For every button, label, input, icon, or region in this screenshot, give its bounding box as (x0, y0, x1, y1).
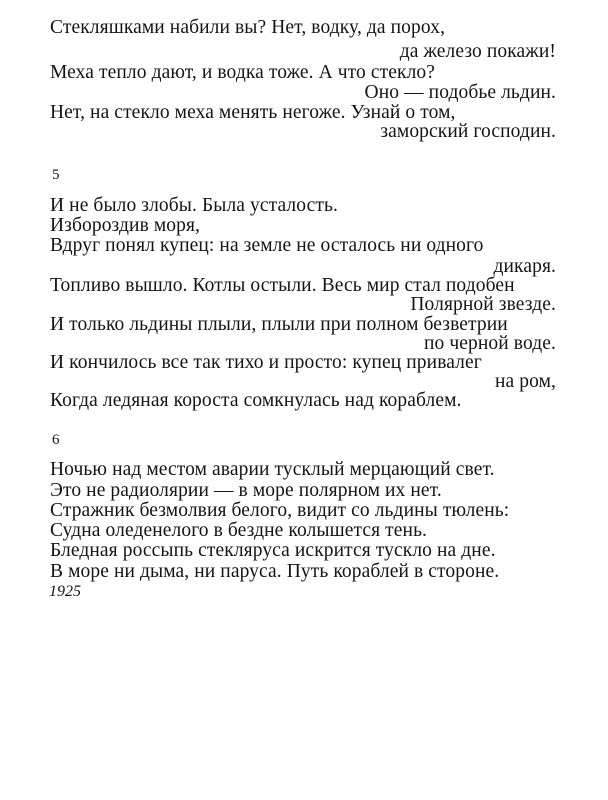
year-date: 1925 (49, 583, 81, 600)
poem-line: И кончилось все так тихо и просто: купец привалег (50, 352, 482, 373)
poem-line: Вдруг понял купец: на земле не осталось ни одного (50, 235, 484, 256)
poem-line: на ром, (494, 371, 556, 392)
poem-line: И не было злобы. Была усталость. (50, 195, 338, 216)
poem-line: Полярной звезде. (410, 294, 556, 315)
poem-line: Меха тепло дают, и водка тоже. А что стекло? (50, 62, 436, 83)
stanza-number: 5 (52, 167, 60, 183)
poem-line: Судна оледенелого в бездне колышется тень. (50, 520, 428, 541)
poem-line: Это не радиолярии — в море полярном их нет. (50, 480, 442, 501)
poem-line: Избороздив моря, (50, 215, 201, 236)
poem-line: Стекляшками набили вы? Нет, водку, да порох, (50, 17, 446, 38)
poem-line: Нет, на стекло меха менять негоже. Узнай о том, (50, 102, 456, 123)
poem-line: Ночью над местом аварии тусклый мерцающий свет. (50, 459, 495, 480)
poem-line: Оно — подобье льдин. (364, 82, 556, 103)
poem-line: И только льдины плыли, плыли при полном безветрии (50, 314, 508, 335)
poem-line: Топливо вышло. Котлы остыли. Весь мир стал подобен (50, 275, 515, 296)
poem-line: Когда ледяная короста сомкнулась над кораблем. (50, 390, 462, 411)
poem-line: заморский господин. (380, 121, 556, 142)
poem-line: да железо покажи! (399, 41, 556, 62)
poem-line: по черной воде. (424, 333, 556, 354)
poem-line: Стражник безмолвия белого, видит со льдины тюлень: (50, 500, 510, 521)
stanza-number: 6 (52, 432, 60, 448)
poem-line: дикаря. (493, 256, 556, 277)
poem-line: В море ни дыма, ни паруса. Путь кораблей в стороне. (50, 561, 500, 582)
poem-line: Бледная россыпь стекляруса искрится тускло на дне. (50, 540, 496, 561)
